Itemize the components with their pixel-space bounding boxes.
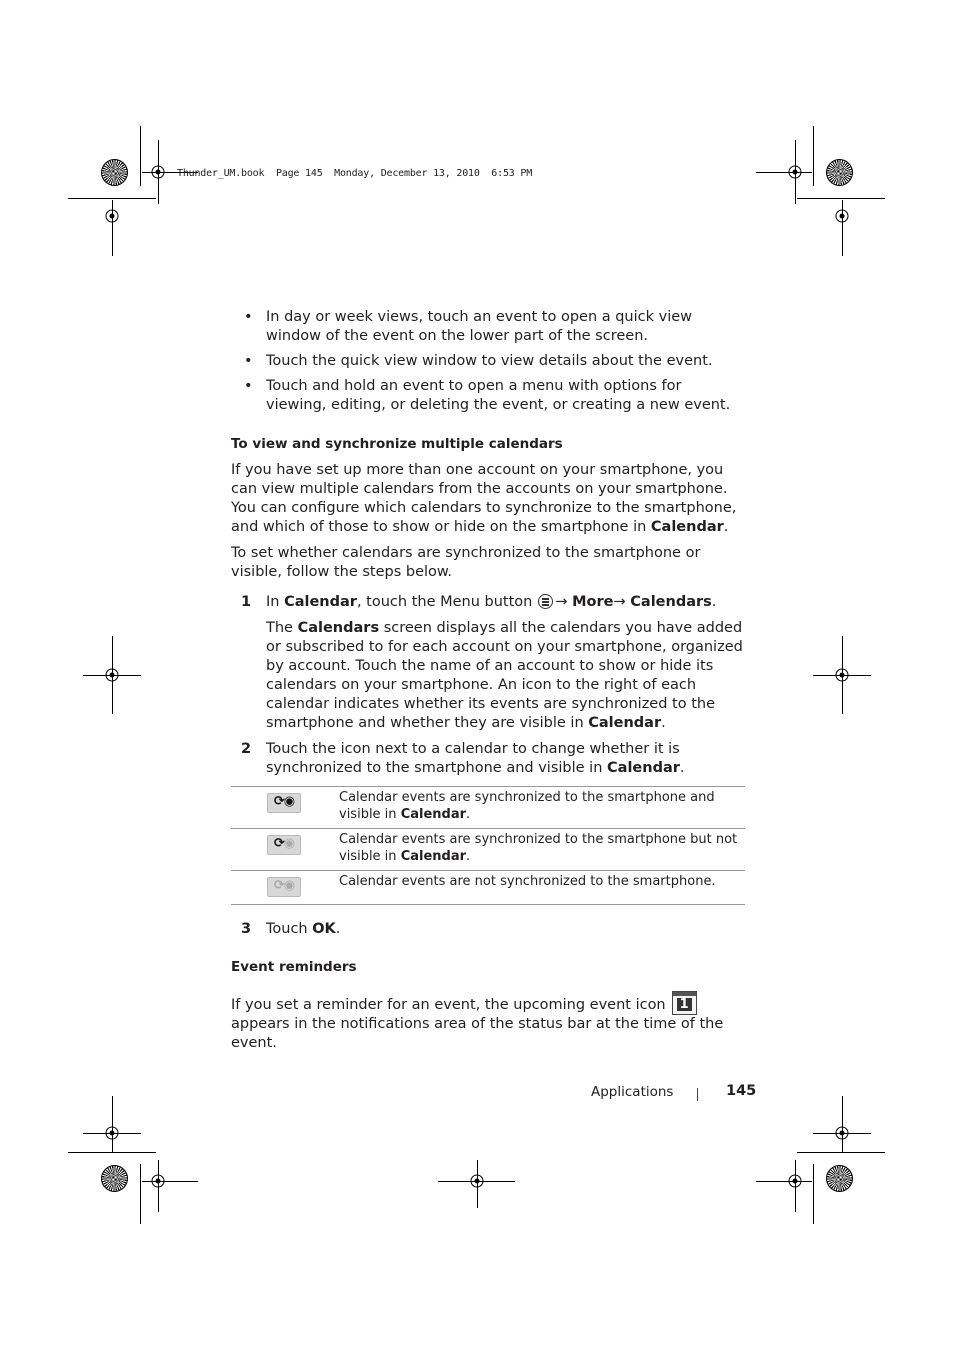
list-item: • In day or week views, touch an event to open a quick view window of the event on the lower part of the screen. — [244, 309, 693, 344]
sync-hidden-icon: ⟳◉ — [267, 835, 301, 855]
bullet-icon: • — [244, 378, 253, 394]
table-row: ⟳◉ Calendar events are synchronized to the smartphone but not visible in Calendar. — [231, 829, 745, 871]
bullet-list — [244, 308, 744, 421]
paragraph: To set whether calendars are synchronized to the smartphone or visible, follow the steps below. — [231, 545, 701, 580]
paragraph: If you set a reminder for an event, the upcoming event icon 1 appears in the notifications area of the status bar at the time of the event. — [231, 991, 746, 1053]
footer-divider — [697, 1088, 698, 1101]
print-header: Thunder_UM.book Page 145 Monday, December 13, 2010 6:53 PM — [177, 168, 533, 179]
step-number: 3 — [241, 921, 252, 937]
list-item: • Touch the quick view window to view details about the event. — [244, 353, 713, 369]
page-number: 145 — [726, 1083, 757, 1099]
sync-icon-table — [231, 786, 745, 905]
step-number: 2 — [241, 741, 252, 757]
paragraph: If you have set up more than one account on your smartphone, you can view multiple calendars from the accounts on your smartphone. You can configure which calendars to synchronize to the smartphone, and which of those to show or hide on the smartphone in Calendar. — [231, 462, 737, 535]
step-1: 1 In Calendar, touch the Menu button → More→ Calendars. The Calendars screen displays all the calendars you have added or subscribed to for each account on your smartphone, organized by account. Touch the name of an account to show or hide its calendars on your smartphone. An icon to the right of each calendar indicates whether its events are synchronized to the smartphone and whether they are visible in Calendar. — [241, 593, 746, 733]
upcoming-event-icon: 1 — [672, 991, 697, 1015]
section-heading: To view and synchronize multiple calendars — [231, 436, 563, 452]
table-row: ⟳◉ Calendar events are synchronized to the smartphone and visible in Calendar. — [231, 787, 745, 829]
bullet-icon: • — [244, 309, 253, 325]
sync-visible-icon: ⟳◉ — [267, 793, 301, 813]
step-2: 2 Touch the icon next to a calendar to change whether it is synchronized to the smartphone and visible in Calendar. — [241, 741, 685, 776]
step-number: 1 — [241, 594, 252, 610]
footer-section-label: Applications — [591, 1084, 674, 1100]
table-row: ⟳◉ Calendar events are not synchronized to the smartphone. — [231, 871, 745, 905]
step-1-detail: The Calendars screen displays all the calendars you have added or subscribed to for each account on your smartphone, organized by account. Touch the name of an account to show or hide its calendars on your smartphone. An icon to the right of each calendar indicates whether its events are synchronized to the smartphone and whether they are visible in Calendar. — [266, 620, 743, 731]
menu-button-icon — [538, 594, 553, 609]
bullet-icon: • — [244, 353, 253, 369]
step-3: 3 Touch OK. — [241, 921, 341, 937]
section-heading: Event reminders — [231, 959, 357, 975]
list-item: • Touch and hold an event to open a menu with options for viewing, editing, or deleting the event, or creating a new event. — [244, 378, 731, 413]
not-synced-icon: ⟳◉ — [267, 877, 301, 897]
